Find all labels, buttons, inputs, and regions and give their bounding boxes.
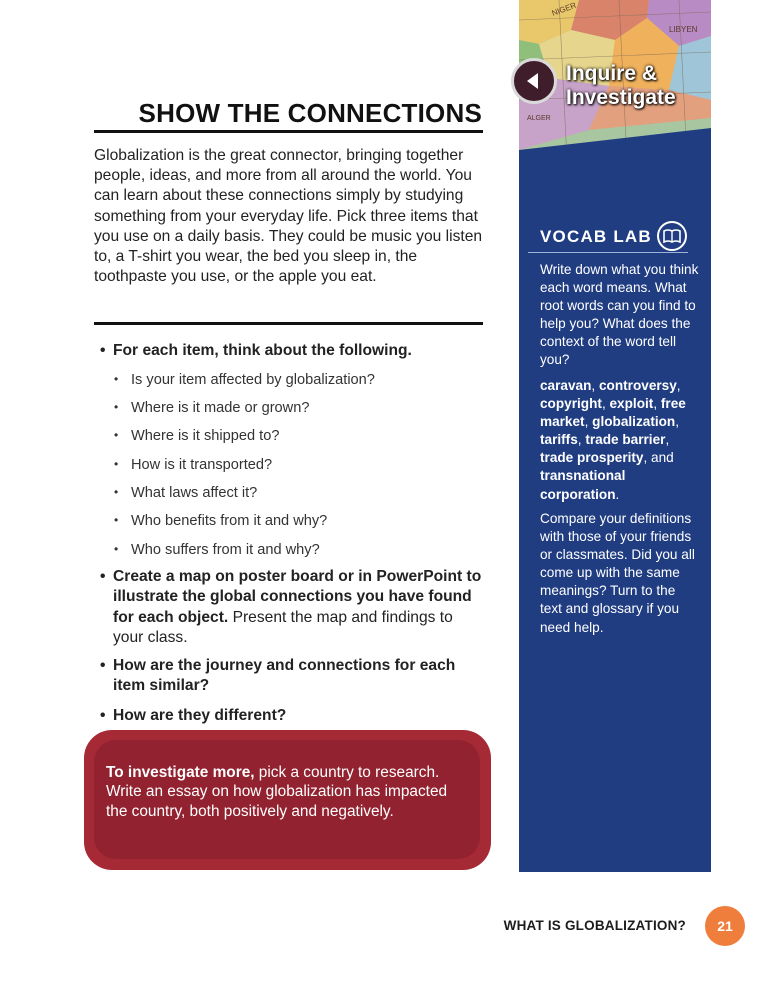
vocab-underline xyxy=(528,252,688,253)
chapter-title: WHAT IS GLOBALIZATION? xyxy=(503,918,686,933)
bullet-different: • How are they different? xyxy=(100,707,287,724)
inquire-investigate-title: Inquire & Investigate xyxy=(566,62,676,109)
intro-paragraph: Globalization is the great connector, bringing together people, ideas, and more from all around the world. You can learn about these connections simply by studying something from your everyday life. Pick three items that you use on a daily basis. They could be music you listen to, a T-shirt you wear, the bed you sleep in, the toothpaste you use, or the apple you eat. xyxy=(94,147,483,286)
sub-item: • What laws affect it? xyxy=(114,485,258,501)
sub-item: • Who suffers from it and why? xyxy=(114,542,320,558)
sub-item: • Is your item affected by globalization? xyxy=(114,372,375,388)
map-label: LIBYEN xyxy=(669,25,698,34)
bullet-similar: • How are the journey and connections for each item similar? xyxy=(100,657,456,695)
heading-rule xyxy=(94,130,483,133)
vocab-instructions: Write down what you think each word means. What root words can you find to help you? What does the context of the word tell you? xyxy=(540,262,699,368)
sub-item: • How is it transported? xyxy=(114,457,273,473)
vocab-compare-text: Compare your definitions with those of your friends or classmates. Did you all come up with the same meanings? Turn to the text and glossary if you need help. xyxy=(540,511,695,635)
bullet-for-each-item: • For each item, think about the following. xyxy=(100,342,412,359)
map-label: ALGER xyxy=(527,115,551,122)
investigate-callout-text: To investigate more, pick a country to research. Write an essay on how globalization has impacted the country, both positively and negatively. xyxy=(106,764,448,820)
page-heading: SHOW THE CONNECTIONS xyxy=(138,98,482,128)
page-number: 21 xyxy=(705,906,745,946)
back-arrow-icon xyxy=(511,58,557,104)
vocab-lab-heading: VOCAB LAB xyxy=(540,227,652,246)
vocab-word-list: caravan, controversy, copyright, exploit, free market, globalization, tariffs, trade barrier, trade prosperity, and transnational corporation. xyxy=(540,378,686,502)
sub-item: • Where is it shipped to? xyxy=(114,428,280,444)
bullet-create-map: • Create a map on poster board or in PowerPoint to illustrate the global connections you have found for each object. Present the map and findings to your class. xyxy=(100,568,482,647)
sub-item: • Where is it made or grown? xyxy=(114,400,310,416)
book-icon xyxy=(656,220,688,252)
section-divider xyxy=(94,322,483,325)
map-label: NIGER xyxy=(550,0,578,18)
sub-item: • Who benefits from it and why? xyxy=(114,513,328,529)
